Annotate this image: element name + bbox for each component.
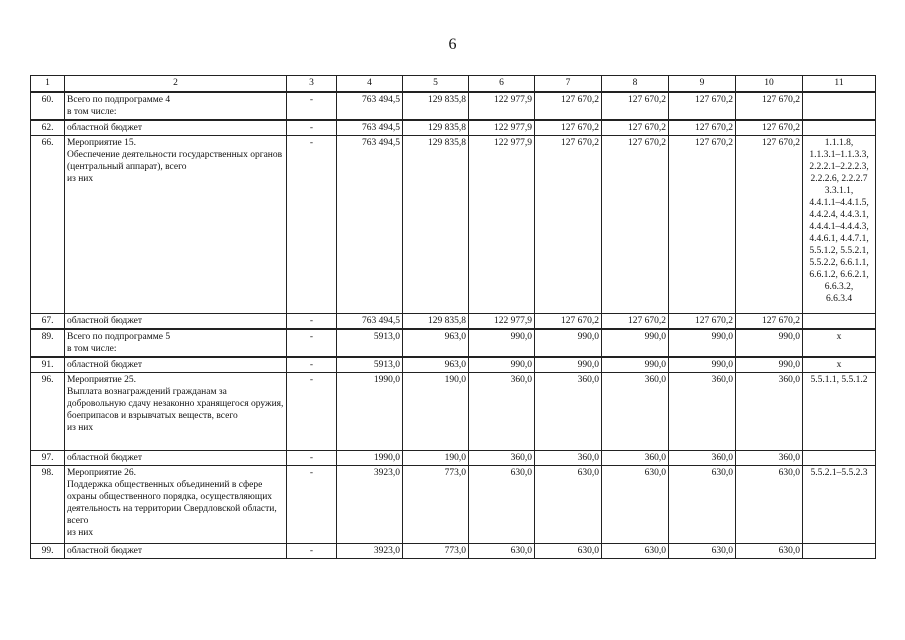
value-cell: 630,0	[535, 544, 602, 559]
column-header: 1	[31, 76, 65, 93]
row-name: Всего по подпрограмме 4 в том числе:	[65, 92, 287, 120]
value-cell: 127 670,2	[602, 314, 669, 330]
column-header: 4	[337, 76, 403, 93]
row-name: областной бюджет	[65, 314, 287, 330]
row-number: 62.	[31, 120, 65, 136]
table-row	[31, 544, 876, 559]
col3-cell: -	[287, 357, 337, 373]
col3-cell: -	[287, 466, 337, 544]
row-name: областной бюджет	[65, 120, 287, 136]
value-cell: 360,0	[736, 451, 803, 466]
table-row	[31, 329, 876, 357]
targets-cell	[803, 92, 876, 120]
budget-table	[30, 75, 876, 559]
value-cell: 127 670,2	[602, 120, 669, 136]
row-number: 89.	[31, 329, 65, 357]
targets-cell: 5.5.1.1, 5.5.1.2	[803, 373, 876, 451]
value-cell: 630,0	[469, 466, 535, 544]
value-cell: 129 835,8	[403, 314, 469, 330]
targets-cell	[803, 451, 876, 466]
value-cell: 990,0	[602, 329, 669, 357]
column-header: 9	[669, 76, 736, 93]
row-name: Всего по подпрограмме 5 в том числе:	[65, 329, 287, 357]
column-header: 5	[403, 76, 469, 93]
value-cell: 129 835,8	[403, 136, 469, 314]
value-cell: 3923,0	[337, 544, 403, 559]
column-header: 3	[287, 76, 337, 93]
value-cell: 122 977,9	[469, 314, 535, 330]
value-cell: 763 494,5	[337, 120, 403, 136]
row-number: 99.	[31, 544, 65, 559]
value-cell: 1990,0	[337, 451, 403, 466]
value-cell: 630,0	[469, 544, 535, 559]
value-cell: 127 670,2	[669, 314, 736, 330]
col3-cell: -	[287, 314, 337, 330]
value-cell: 773,0	[403, 466, 469, 544]
row-number: 60.	[31, 92, 65, 120]
value-cell: 127 670,2	[535, 314, 602, 330]
value-cell: 360,0	[602, 373, 669, 451]
value-cell: 3923,0	[337, 466, 403, 544]
value-cell: 5913,0	[337, 329, 403, 357]
column-header: 7	[535, 76, 602, 93]
value-cell: 990,0	[469, 329, 535, 357]
targets-cell: 5.5.2.1–5.5.2.3	[803, 466, 876, 544]
col3-cell: -	[287, 373, 337, 451]
value-cell: 360,0	[535, 451, 602, 466]
value-cell: 360,0	[535, 373, 602, 451]
value-cell: 122 977,9	[469, 120, 535, 136]
value-cell: 129 835,8	[403, 92, 469, 120]
value-cell: 127 670,2	[736, 92, 803, 120]
value-cell: 963,0	[403, 357, 469, 373]
col3-cell: -	[287, 120, 337, 136]
row-name: Мероприятие 26. Поддержка общественных объединений в сфере охраны общественного порядка, осуществляющих деятельность на территории Свердловской области, всего из них	[65, 466, 287, 544]
column-header: 10	[736, 76, 803, 93]
value-cell: 127 670,2	[669, 92, 736, 120]
value-cell: 360,0	[469, 373, 535, 451]
value-cell: 5913,0	[337, 357, 403, 373]
value-cell: 963,0	[403, 329, 469, 357]
value-cell: 990,0	[736, 357, 803, 373]
value-cell: 129 835,8	[403, 120, 469, 136]
row-number: 98.	[31, 466, 65, 544]
row-number: 91.	[31, 357, 65, 373]
value-cell: 127 670,2	[669, 120, 736, 136]
row-number: 67.	[31, 314, 65, 330]
targets-cell	[803, 544, 876, 559]
value-cell: 990,0	[669, 357, 736, 373]
column-header: 8	[602, 76, 669, 93]
value-cell: 122 977,9	[469, 92, 535, 120]
col3-cell: -	[287, 329, 337, 357]
value-cell: 122 977,9	[469, 136, 535, 314]
value-cell: 190,0	[403, 373, 469, 451]
value-cell: 127 670,2	[535, 92, 602, 120]
value-cell: 763 494,5	[337, 136, 403, 314]
col3-cell: -	[287, 92, 337, 120]
value-cell: 127 670,2	[535, 136, 602, 314]
column-header: 11	[803, 76, 876, 93]
value-cell: 127 670,2	[736, 120, 803, 136]
value-cell: 630,0	[669, 544, 736, 559]
value-cell: 630,0	[602, 544, 669, 559]
value-cell: 990,0	[669, 329, 736, 357]
table-row	[31, 136, 876, 314]
value-cell: 127 670,2	[602, 92, 669, 120]
value-cell: 990,0	[535, 329, 602, 357]
value-cell: 127 670,2	[535, 120, 602, 136]
value-cell: 763 494,5	[337, 314, 403, 330]
value-cell: 763 494,5	[337, 92, 403, 120]
targets-cell	[803, 314, 876, 330]
value-cell: 127 670,2	[736, 136, 803, 314]
targets-cell	[803, 120, 876, 136]
value-cell: 990,0	[535, 357, 602, 373]
page-number: 6	[448, 36, 457, 53]
row-number: 96.	[31, 373, 65, 451]
col3-cell: -	[287, 544, 337, 559]
row-number: 66.	[31, 136, 65, 314]
row-name: Мероприятие 15. Обеспечение деятельности государственных органов (центральный аппарат), всего из них	[65, 136, 287, 314]
table-row	[31, 451, 876, 466]
targets-cell: x	[803, 329, 876, 357]
value-cell: 1990,0	[337, 373, 403, 451]
targets-cell: 1.1.1.8, 1.1.3.1–1.1.3.3, 2.2.2.1–2.2.2.3, 2.2.2.6, 2.2.2.7 3.3.1.1, 4.4.1.1–4.4.1.5, 4.4.2.4, 4.4.3.1, 4.4.4.1–4.4.4.3, 4.4.6.1, 4.4.7.1, 5.5.1.2, 5.5.2.1, 5.5.2.2, 6.6.1.1, 6.6.1.2, 6.6.2.1, 6.6.3.2, 6.6.3.4	[803, 136, 876, 314]
value-cell: 360,0	[736, 373, 803, 451]
table-row	[31, 314, 876, 330]
table-row	[31, 373, 876, 451]
row-name: Мероприятие 25. Выплата вознаграждений гражданам за добровольную сдачу незаконно хранящегося оружия, боеприпасов и взрывчатых веществ, всего из них	[65, 373, 287, 451]
value-cell: 630,0	[535, 466, 602, 544]
column-header: 6	[469, 76, 535, 93]
table-row	[31, 357, 876, 373]
value-cell: 127 670,2	[602, 136, 669, 314]
value-cell: 127 670,2	[669, 136, 736, 314]
targets-cell: x	[803, 357, 876, 373]
row-name: областной бюджет	[65, 357, 287, 373]
value-cell: 990,0	[602, 357, 669, 373]
row-number: 97.	[31, 451, 65, 466]
value-cell: 127 670,2	[736, 314, 803, 330]
value-cell: 630,0	[602, 466, 669, 544]
row-name: областной бюджет	[65, 451, 287, 466]
col3-cell: -	[287, 136, 337, 314]
value-cell: 360,0	[669, 451, 736, 466]
value-cell: 360,0	[602, 451, 669, 466]
value-cell: 990,0	[469, 357, 535, 373]
value-cell: 630,0	[736, 544, 803, 559]
table-row	[31, 92, 876, 120]
value-cell: 190,0	[403, 451, 469, 466]
row-name: областной бюджет	[65, 544, 287, 559]
col3-cell: -	[287, 451, 337, 466]
value-cell: 360,0	[469, 451, 535, 466]
value-cell: 630,0	[736, 466, 803, 544]
column-header: 2	[65, 76, 287, 93]
table-row	[31, 120, 876, 136]
value-cell: 990,0	[736, 329, 803, 357]
table-header-row	[31, 76, 876, 93]
value-cell: 360,0	[669, 373, 736, 451]
value-cell: 773,0	[403, 544, 469, 559]
table-row	[31, 466, 876, 544]
value-cell: 630,0	[669, 466, 736, 544]
